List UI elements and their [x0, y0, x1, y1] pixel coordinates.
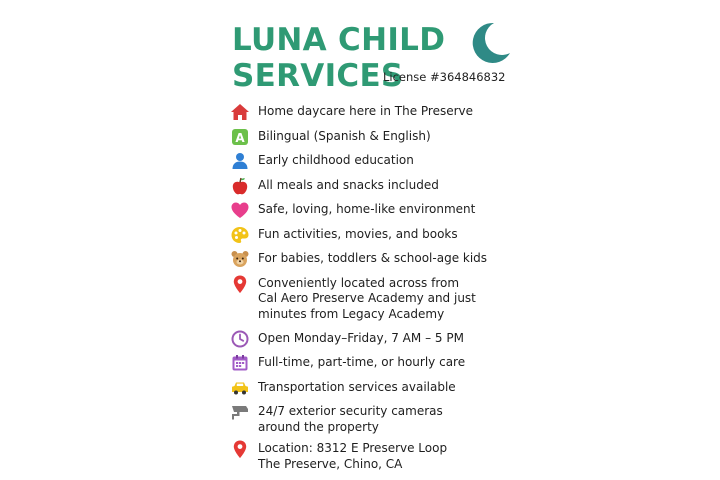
title-line-1: LUNA CHILD: [232, 22, 446, 58]
list-item: [230, 248, 487, 273]
feature-text: 24/7 exterior security cameras around the property: [258, 404, 443, 434]
list-item: [230, 199, 487, 224]
palette-icon: [230, 225, 250, 245]
list-item: [230, 150, 487, 175]
house-icon: [230, 102, 250, 122]
list-item: [230, 126, 487, 151]
car-icon: [230, 378, 250, 398]
list-item: [230, 438, 487, 475]
list-item: [230, 352, 487, 377]
teddy-bear-icon: [230, 249, 250, 269]
feature-text: Fun activities, movies, and books: [258, 226, 458, 241]
feature-text: Early childhood education: [258, 153, 414, 167]
clock-icon: [230, 329, 250, 349]
license-number: License #364846832: [383, 70, 506, 84]
list-item: [230, 224, 487, 249]
letter-a-icon: [230, 127, 250, 147]
list-item: [230, 328, 487, 353]
feature-text: Bilingual (Spanish & English): [258, 128, 431, 143]
features-list: [230, 101, 487, 475]
feature-text: Home daycare here in The Preserve: [258, 104, 474, 118]
apple-icon: [230, 176, 250, 196]
feature-text: Transportation services available: [258, 379, 456, 394]
feature-text: Location: 8312 E Preserve Loop The Preserve, Chino, CA: [258, 441, 448, 471]
svg-text:A: A: [235, 130, 245, 145]
feature-text: Full-time, part-time, or hourly care: [258, 355, 466, 369]
calendar-icon: [230, 353, 250, 373]
list-item: [230, 175, 487, 200]
security-camera-icon: [230, 402, 250, 422]
list-item: [230, 273, 487, 328]
student-icon: [230, 151, 250, 171]
map-pin-icon: [230, 439, 250, 459]
list-item: [230, 101, 487, 126]
feature-text: Open Monday–Friday, 7 AM – 5 PM: [258, 330, 464, 345]
title-line-2: SERVICES: [232, 58, 404, 94]
list-item: [230, 401, 487, 438]
feature-text: Conveniently located across from Cal Aero Preserve Academy and just minutes from Legacy Academy: [258, 275, 476, 321]
feature-text: For babies, toddlers & school-age kids: [258, 251, 488, 265]
heart-icon: [230, 200, 250, 220]
map-pin-icon: [230, 274, 250, 294]
list-item: [230, 377, 487, 402]
feature-text: All meals and snacks included: [258, 177, 439, 192]
feature-text: Safe, loving, home-like environment: [258, 202, 476, 216]
crescent-moon-icon: [466, 19, 512, 65]
